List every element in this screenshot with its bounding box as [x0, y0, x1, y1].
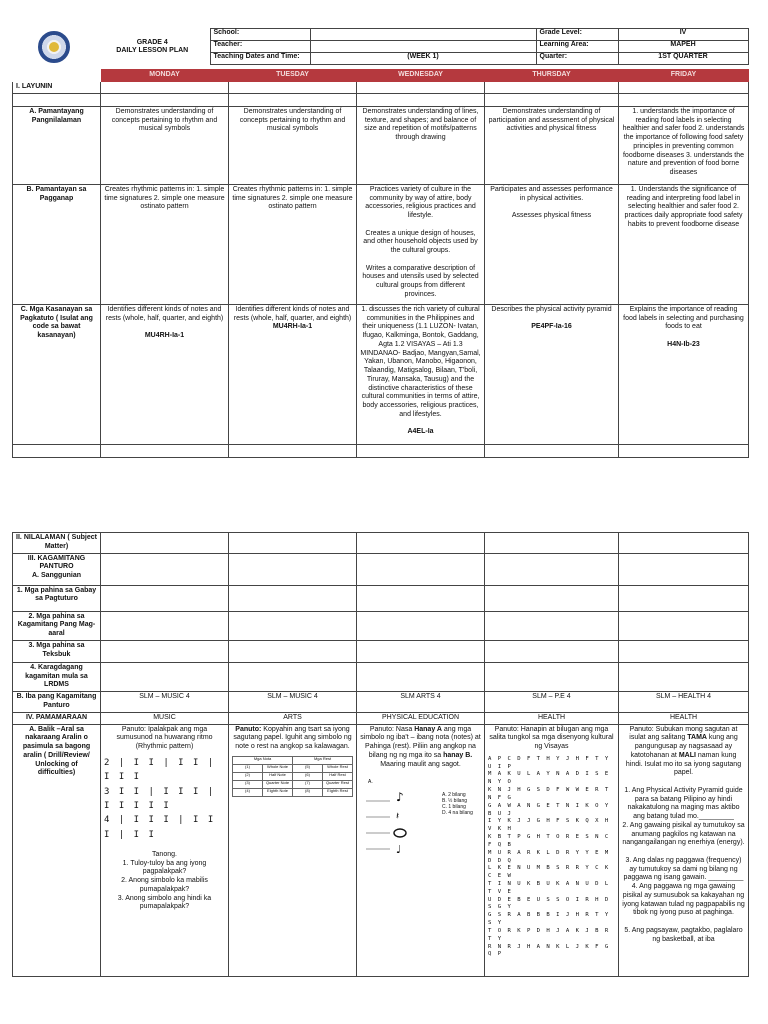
svg-text:𝄽: 𝄽 — [396, 811, 400, 823]
pamantayang-pangnilalaman-label: A. Pamantayang Pangnilalaman — [13, 106, 101, 184]
svg-text:♩: ♩ — [396, 843, 402, 857]
competency-code-tuesday: MU4RH-Ia-1 — [272, 323, 313, 331]
svg-text:♪: ♪ — [396, 790, 404, 805]
school-label: School: — [210, 29, 310, 41]
competency-code-friday: H4N-Ib-23 — [667, 340, 700, 348]
plan-title: DAILY LESSON PLAN — [116, 46, 189, 54]
pamamaraan-label: IV. PAMAMARAAN — [13, 712, 101, 724]
competency-monday: Identifies different kinds of notes and rests (whole, half, quarter, and eighth) MU4RH-Ia-1 — [101, 304, 229, 444]
competency-code-wednesday: A4EL-Ia — [407, 428, 434, 436]
day-wednesday: WEDNESDAY — [357, 70, 485, 82]
week-value: (WEEK 1) — [310, 53, 536, 65]
day-thursday: THURSDAY — [485, 70, 619, 82]
competency-tuesday: Identifies different kinds of notes and rests (whole, half, quarter, and eighth) MU4RH-Ia-1 — [229, 304, 357, 444]
slm-tuesday: SLM – MUSIC 4 — [229, 692, 357, 713]
grade-level-label: Grade Level: — [536, 29, 618, 41]
dates-label: Teaching Dates and Time: — [210, 53, 310, 65]
note-matching-figure — [360, 773, 481, 863]
content-standard-thursday: Demonstrates understanding of participation and assessment of physical activities and physical fitness — [485, 106, 619, 184]
review-monday: Panuto: Ipalakpak ang mga sumusunod na huwarang ritmo (Rhythmic pattern) 2 | I I | I I | I I I 3 I I | I I I | I I I I I 4 | I I I | I I I | I I Tanong. 1. Tuloy-tuloy ba ang iyong pagpalakpak? 2. Anong simbolo ka mabilis pumapalakpak? 3. Anong simbolo ang hindi ka pumapalakpak? — [101, 724, 229, 976]
competency-wednesday: 1. discusses the rich variety of cultural communities in the Philippines and their uniqueness (1.1 LUZON- Ivatan, Ifugao, Kalkminga, Bontok, Gaddang, Agta 1.2 VISAYAS – Ati 1.3 MINDANAO- Badjao, Mangyan,Samal, Yakan, Ubanon, Manobo, Higaonon, Talaandig, Matigsalog, Bilaan, T'boli, Tiruray, Mansaka, Tausug) and the distinctive characteristics of these cultural communities in terms of attire, body accessories, religious practices, and lifestyles. A4EL-Ia — [357, 304, 485, 444]
slm-monday: SLM – MUSIC 4 — [101, 692, 229, 713]
teacher-value[interactable] — [310, 41, 536, 53]
note-symbols-icon — [360, 773, 480, 863]
kagamitang-pang-mag-aaral-label: 2. Mga pahina sa Kagamitang Pang Mag-aaral — [13, 611, 101, 640]
lesson-plan-page-2 — [12, 532, 748, 977]
subject-tuesday: ARTS — [229, 712, 357, 724]
kasanayan-label: C. Mga Kasanayan sa Pagkatuto ( Isulat ang code sa bawat kasanayan) — [13, 304, 101, 444]
competency-thursday: Describes the physical activity pyramid PE4PF-Ia-16 — [485, 304, 619, 444]
grade-title: GRADE 4 — [136, 38, 168, 46]
nilalaman-label: II. NILALAMAN ( Subject Matter) — [13, 533, 101, 554]
kagamitan-label: III. KAGAMITANG PANTURO A. Sanggunian — [13, 553, 101, 585]
rhythm-pattern-2: 3 I I | I I I | I I I I I — [104, 786, 216, 811]
performance-standard-friday: 1. Understands the significance of reading and interpreting food label in selecting healthier and safer food 2. practices daily appropriate food safety habits to prevent foodborne disease — [619, 184, 749, 304]
quarter-label: Quarter: — [536, 53, 618, 65]
performance-standard-tuesday: Creates rhythmic patterns in: 1. simple time signatures 2. simple one measure ostinato pattern — [229, 184, 357, 304]
school-value[interactable] — [310, 29, 536, 41]
subject-monday: MUSIC — [101, 712, 229, 724]
lrdms-label: 4. Karagdagang kagamitan mula sa LRDMS — [13, 662, 101, 691]
balik-aral-label: A. Balik –Aral sa nakaraang Aralin o pasimula sa bagong aralin ( Drill/Review/ Unlocking of difficulties) — [13, 724, 101, 976]
rests-column-header: Mga Rest — [293, 756, 353, 764]
lesson-plan-page-1 — [12, 28, 748, 458]
content-standard-monday: Demonstrates understanding of concepts pertaining to rhythm and musical symbols — [101, 106, 229, 184]
iba-pang-kagamitan-label: B. Iba pang Kagamitang Panturo — [13, 692, 101, 713]
subject-wednesday: PHYSICAL EDUCATION — [357, 712, 485, 724]
grade-level-value: IV — [618, 29, 748, 41]
review-friday: Panuto: Subukan mong sagutan at isulat ang salitang TAMA kung ang pangungusap ay nagsasaad ay katotohanan at MALI naman kung hindi. Isulat mo ito sa iyong sagutang papel. 1. Ang Physical Activity Pyramid guide para sa batang Pilipino ay hindi nakakatulong na maging mas aktibo ang batang tulad mo._________ 2. Ang gawaing pisikal ay tumutukoy sa anumang pagkilos ng katawan na nangangailangan ng enerhiya (energy). 3. Ang dalas ng paggawa (frequency) ay tumutukoy sa dami ng bilang ng paggawa ng isang gawain. _________ 4. Ang paggawa ng mga gawaing pisikal ay sumusubok sa kakayahan ng iyong katawan tulad ng pagpapabilis ng tibok ng iyong puso at paghinga. 5. Ang pagsayaw, pagtakbo, paglalaro ng basketball, at iba — [619, 724, 749, 976]
performance-standard-wednesday: Practices variety of culture in the community by way of attire, body accessories, religious practices and lifestyle. Creates a unique design of houses, and other household objects used by the cultural groups. Writes a comparative description of houses and utensils used by selected cultural groups from different provinces. — [357, 184, 485, 304]
content-standard-friday: 1. understands the importance of reading food labels in selecting healthier and safer food 2. understands the importance of following food safety principles in preventing common foodborne diseases 3. understands the nature and prevention of food borne diseases — [619, 106, 749, 184]
review-tuesday: Panuto: Kopyahin ang tsart sa iyong sagutang papel. Iguhit ang simbolo ng note o rest na angkop sa kalawagan. Mga Nota Mga Rest (1) Whole Note (5) Whole Rest (2) Half Note (6) Half Rest (3) Quarter Note (7) Quarter Rest (4) Eighth Note (8) Eighth Rest — [229, 724, 357, 976]
header-table — [12, 28, 749, 65]
pamantayan-sa-pagganap-label: B. Pamantayan sa Pagganap — [13, 184, 101, 304]
notes-column-header: Mga Nota — [233, 756, 293, 764]
deped-seal-icon — [38, 31, 70, 63]
learning-area-value: MAPEH — [618, 41, 748, 53]
deped-logo-cell — [12, 29, 95, 65]
content-standard-wednesday: Demonstrates understanding of lines, texture, and shapes; and balance of size and repetition of motifs/patterns through drawing — [357, 106, 485, 184]
subject-friday: HEALTH — [619, 712, 749, 724]
day-tuesday: TUESDAY — [229, 70, 357, 82]
svg-text:A.: A. — [368, 779, 373, 786]
word-search-grid: A P C D F T H Y J H F T Y U I P M A K U L A Y N A D I S E N Y O K N J H G S D F W W E R T N F G G A W A N G E T N I K O Y B U J I Y K J J G H F S K Q X H V K H K B T P G H T O R E S N C F Q B M U R A R K L D R Y Y E M D D Q L K E N U M B S R R Y C K C E W T I N U K B U K A N U D L T V E U D E B E U S S O I R H D S G Y G S R A B B B I J H R T Y S Y T O R K P D H J A K J B R T Y R N R J H A N K L J K F G Q P — [488, 755, 610, 958]
slm-wednesday: SLM ARTS 4 — [357, 692, 485, 713]
competency-friday: Explains the importance of reading food labels in selecting and purchasing foods to eat H4N-Ib-23 — [619, 304, 749, 444]
competency-code-thursday: PE4PF-Ia-16 — [531, 323, 572, 331]
objectives-table — [12, 69, 749, 458]
review-thursday: Panuto: Hanapin at bilugan ang mga salita tungkol sa mga disenyong kultural ng Visayas A P C D F T H Y J H F T Y U I P M A K U L A Y N A D I S E N Y O K N J H G S D F W W E R T N F G G A W A N G E T N I K O Y B U J I Y K J J G H F S K Q X H V K H K B T P G H T O R E S N C F Q B M U R A R K L D R Y Y E M D D Q L K E N U M B S R R Y C K C E W T I N U K B U K A N U D L T V E U D E B E U S S O I R H D S G Y G S R A B B B I J H R T Y S Y T O R K P D H J A K J B R T Y R N R J H A N K L J K F G Q P — [485, 724, 619, 976]
teacher-label: Teacher: — [210, 41, 310, 53]
subject-thursday: HEALTH — [485, 712, 619, 724]
answer-choices: A. 2 bilang B. ½ bilang C. 1 bilang D. 4 na bilang — [442, 792, 473, 816]
slm-thursday: SLM – P.E 4 — [485, 692, 619, 713]
procedure-table — [12, 532, 749, 977]
rhythm-pattern-1: 2 | I I | I I | I I I — [104, 757, 216, 783]
competency-code-monday: MU4RH-Ia-1 — [144, 332, 185, 339]
day-friday: FRIDAY — [619, 70, 749, 82]
learning-area-label: Learning Area: — [536, 41, 618, 53]
performance-standard-monday: Creates rhythmic patterns in: 1. simple time signatures 2. simple one measure ostinato pattern — [101, 184, 229, 304]
teksbuk-label: 3. Mga pahina sa Teksbuk — [13, 640, 101, 662]
performance-standard-thursday: Participates and assesses performance in physical activities. Assesses physical fitness — [485, 184, 619, 304]
day-monday: MONDAY — [101, 70, 229, 82]
layunin-heading: I. LAYUNIN — [13, 81, 101, 93]
content-standard-tuesday: Demonstrates understanding of concepts pertaining to rhythm and musical symbols — [229, 106, 357, 184]
gabay-label: 1. Mga pahina sa Gabay sa Pagtuturo — [13, 585, 101, 611]
slm-friday: SLM – HEALTH 4 — [619, 692, 749, 713]
quarter-value: 1ST QUARTER — [618, 53, 748, 65]
review-wednesday: Panuto: Nasa Hanay A ang mga simbolo ng iba't – ibang nota (notes) at Pahinga (rest). Piliin ang angkop na bilang ng ng mga ito sa hanay B. Maaring maulit ang sagot. A. ♪ 𝄽 ♩ A. 2 bilang B. ½ bilang C. 1 bilang D. 4 na bilang — [357, 724, 485, 976]
rhythm-pattern-3: 4 | I I I | I I I | I I — [104, 815, 216, 840]
notes-rests-chart: Mga Nota Mga Rest (1) Whole Note (5) Whole Rest (2) Half Note (6) Half Rest (3) Quarter Note (7) Quarter Rest (4) Eighth Note (8) Eighth Rest — [232, 756, 353, 797]
